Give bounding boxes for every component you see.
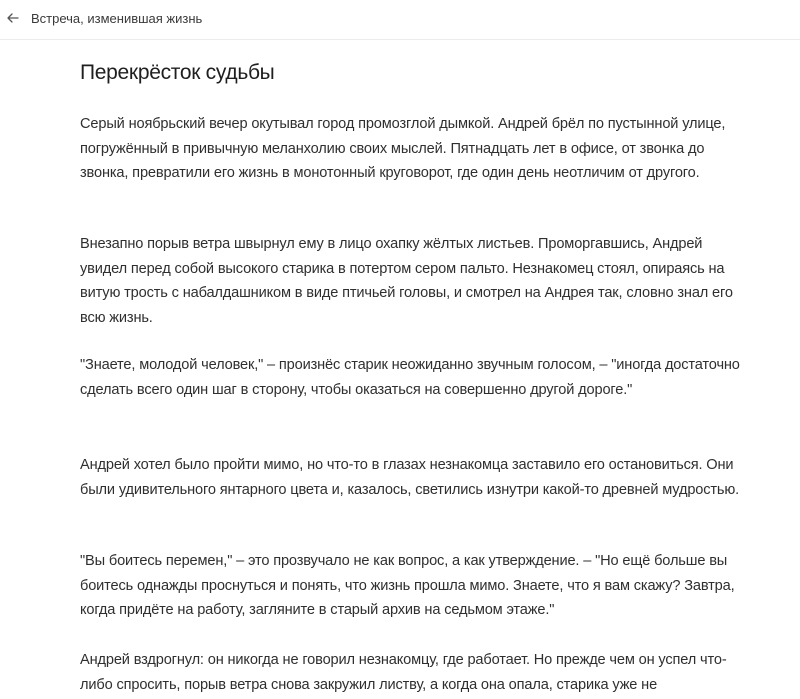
top-bar bbox=[0, 0, 800, 40]
paragraph: Серый ноябрьский вечер окутывал город промозглой дымкой. Андрей брёл по пустынной улице, погружённый в привычную меланхолию своих мыслей. Пятнадцать лет в офисе, от звонка до звонка, превратили его жизнь в монотонный круговорот, где один день неотличим от другого. bbox=[80, 116, 726, 181]
paragraph: "Знаете, молодой человек," – произнёс старик неожиданно звучным голосом, – "иногда достаточно сделать всего один шаг в сторону, чтобы оказаться на совершенно другой дороге." bbox=[80, 357, 740, 398]
paragraph: Внезапно порыв ветра швырнул ему в лицо охапку жёлтых листьев. Проморгавшись, Андрей увидел перед собой высокого старика в потертом сером пальто. Незнакомец стоял, опираясь на витую трость с набалдашником в виде птичьей головы, и смотрел на Андрея так, словно знал его всю жизнь. bbox=[80, 236, 733, 326]
paragraph: "Вы боитесь перемен," – это прозвучало не как вопрос, а как утверждение. – "Но ещё больше вы боитесь однажды проснуться и понять, что жизнь прошла мимо. Знаете, что я вам скажу? Завтра, когда придёте на работу, загляните в старый архив на седьмом этаже." bbox=[80, 553, 735, 618]
conversation-title: Встреча, изменившая жизнь bbox=[31, 11, 203, 26]
paragraph: Андрей вздрогнул: он никогда не говорил незнакомцу, где работает. Но прежде чем он успел что-либо спросить, порыв ветра снова закружил листву, а когда она опала, старика уже не bbox=[80, 652, 727, 693]
article-title: Перекрёсток судьбы bbox=[80, 61, 275, 84]
paragraph: Андрей хотел было пройти мимо, но что-то в глазах незнакомца заставило его остановиться. Они были удивительного янтарного цвета и, казалось, светились изнутри какой-то древней мудростью. bbox=[80, 457, 740, 498]
arrow-left-icon bbox=[2, 7, 24, 29]
article bbox=[80, 58, 740, 693]
back-button[interactable] bbox=[2, 7, 24, 29]
